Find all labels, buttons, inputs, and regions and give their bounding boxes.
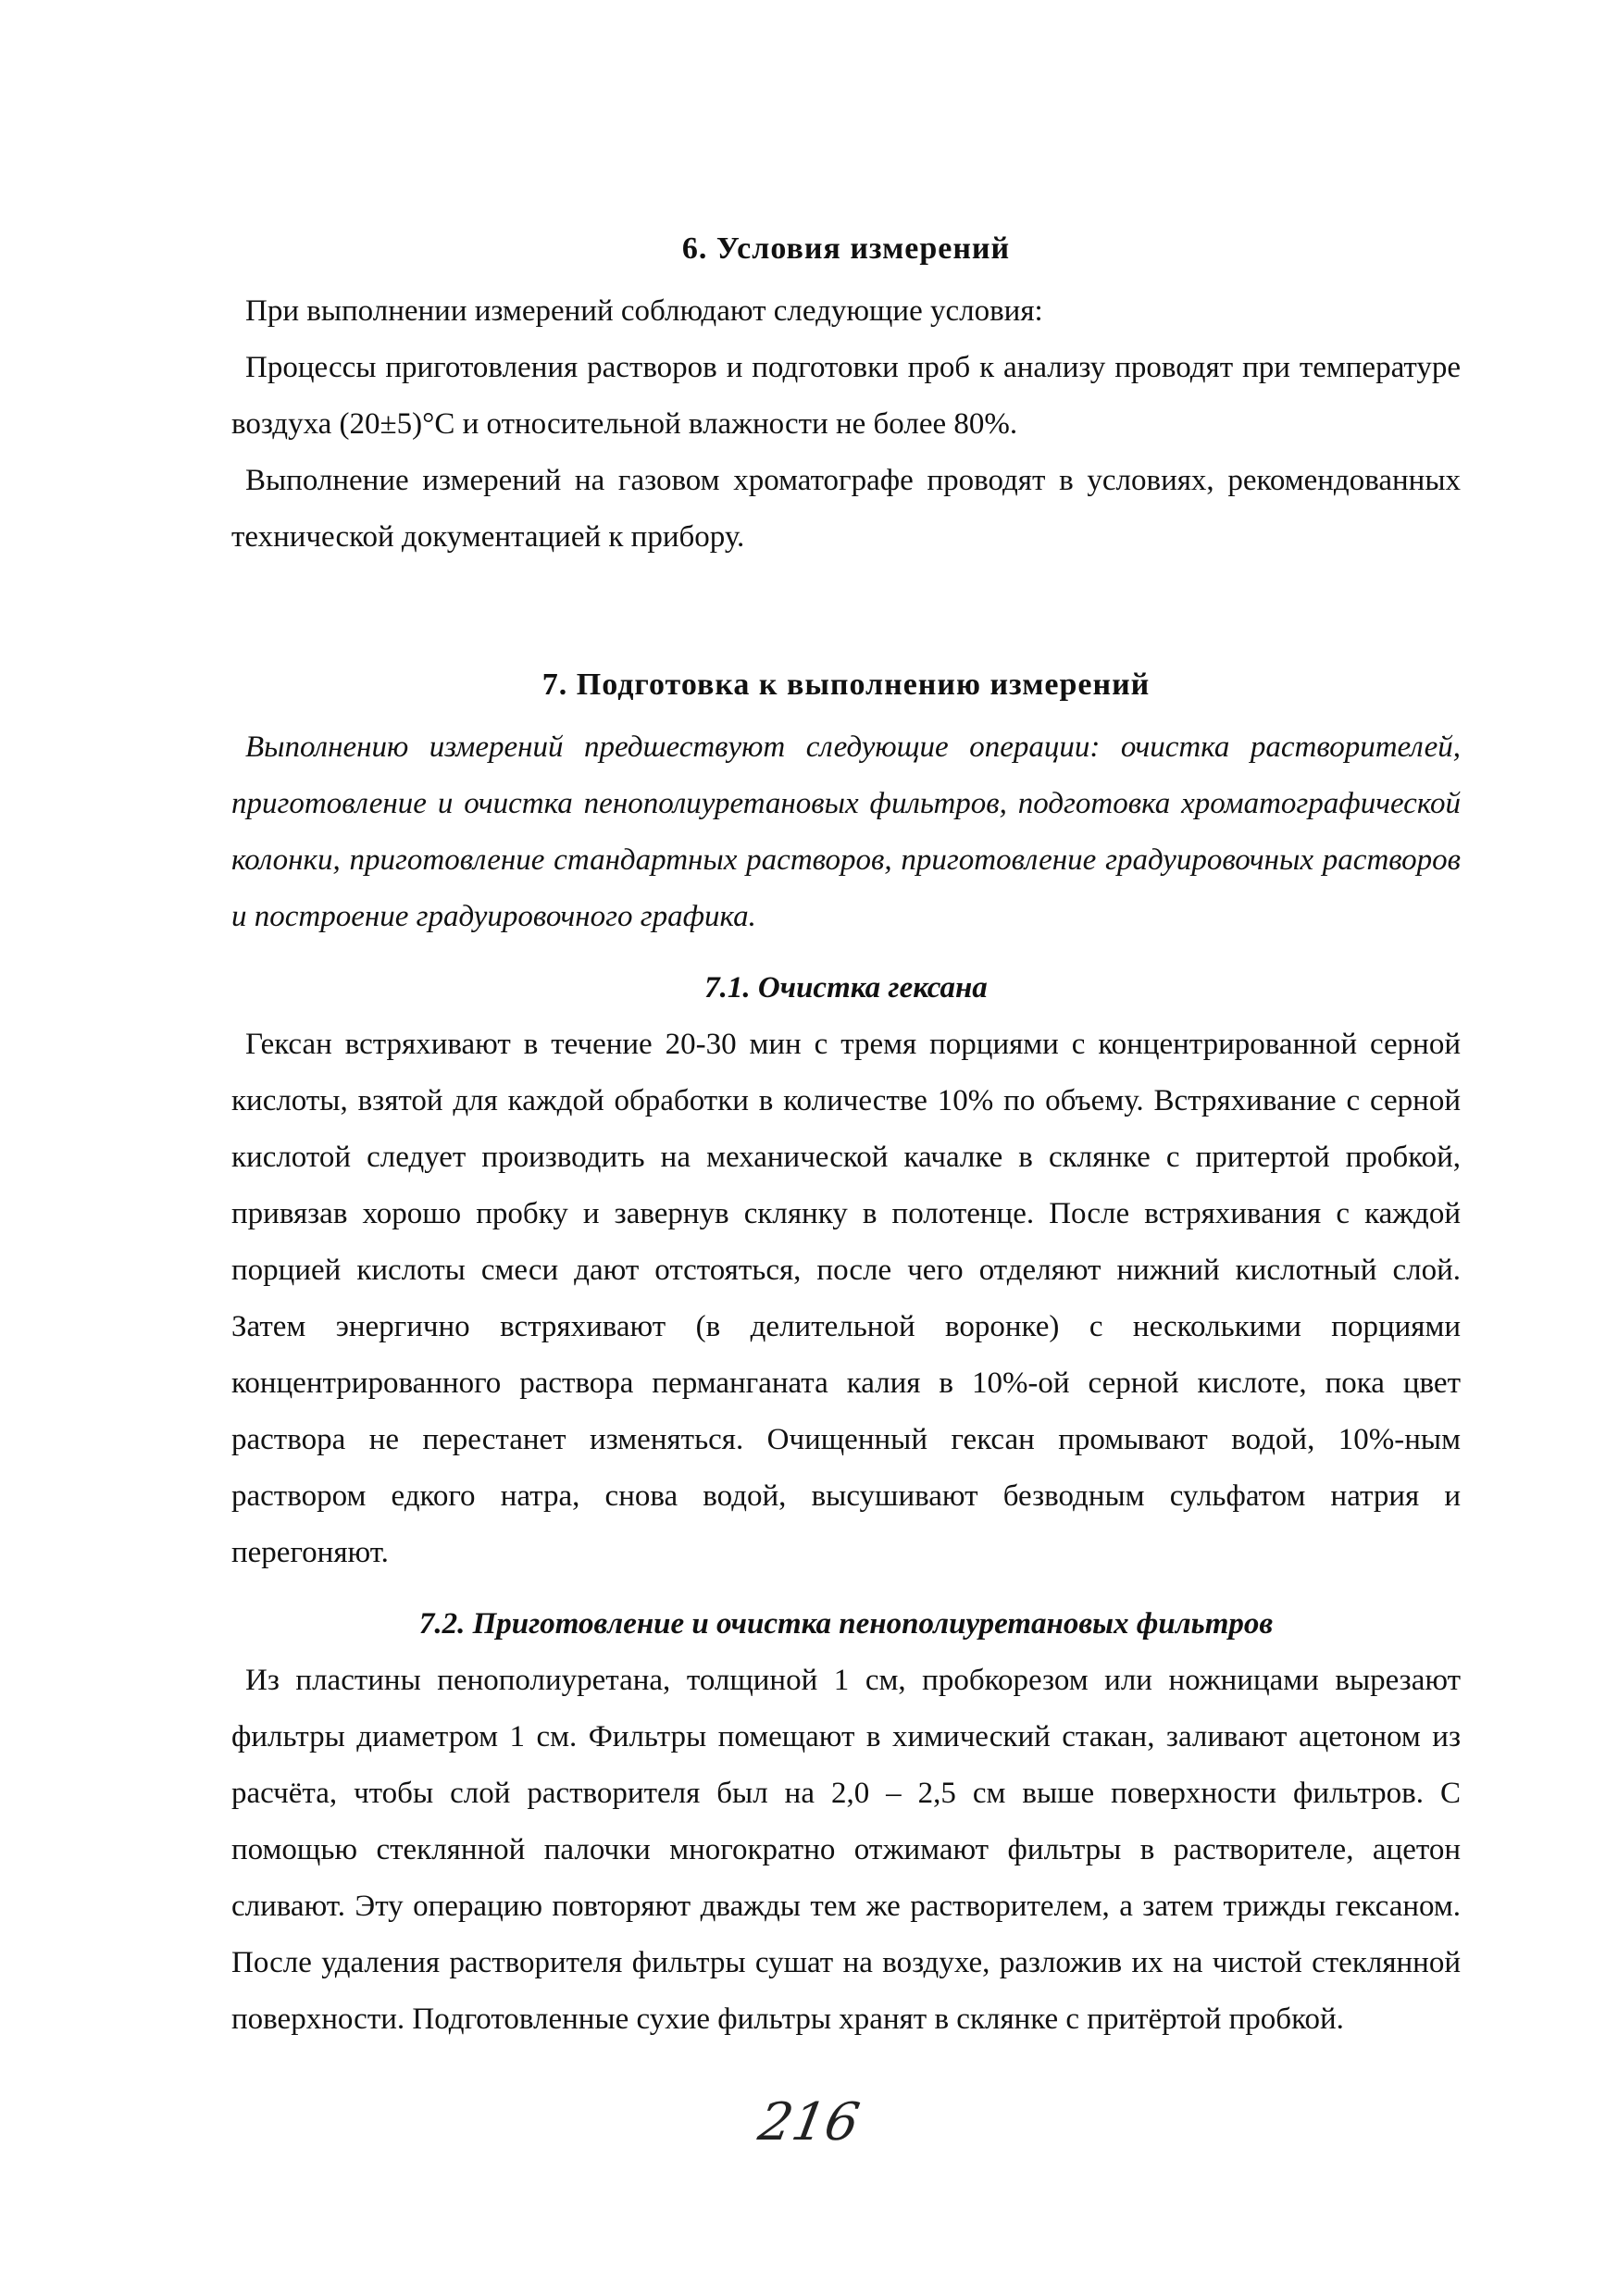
section-6 — [231, 231, 1461, 566]
subsection-7-1-text: Гексан встряхивают в течение 20-30 мин с тремя порциями с концентрированной серной кислоты, взятой для каждой обработки в количестве 10% по объему. Встряхивание с серной кислотой следует производить на механической качалке в склянке с притертой пробкой, привязав хорошо пробку и завернув склянку в полотенце. После встряхивания с каждой порцией кислоты смеси дают отстояться, после чего отделяют нижний кислотный слой. Затем энергично встряхивают (в делительной воронке) с несколькими порциями концентрированного раствора перманганата калия в 10%-ой серной кислоте, пока цвет раствора не перестанет изменяться. Очищенный гексан промывают водой, 10%-ным раствором едкого натра, снова водой, высушивают безводным сульфатом натрия и перегоняют. — [231, 1028, 1461, 1569]
subsection-7-2-text: Из пластины пенополиуретана, толщиной 1 см, пробкорезом или ножницами вырезают фильтры диаметром 1 см. Фильтры помещают в химический стакан, заливают ацетоном из расчёта, чтобы слой растворителя был на 2,0 – 2,5 см выше поверхности фильтров. С помощью стеклянной палочки многократно отжимают фильтры в растворителе, ацетон сливают. Эту операцию повторяют дважды тем же растворителем, а затем трижды гексаном. После удаления растворителя фильтры сушат на воздухе, разложив их на чистой стеклянной поверхности. Подготовленные сухие фильтры хранят в склянке с притёртой пробкой. — [231, 1664, 1461, 2036]
page-number: 216 — [753, 2092, 865, 2152]
section-7-intro: Выполнению измерений предшествуют следующие операции: очистка растворителей, приготовление и очистка пенополиуретановых фильтров, подготовка хроматографической колонки, приготовление стандартных растворов, приготовление градуировочных растворов и построение градуировочного графика. — [231, 730, 1461, 933]
section-7 — [231, 668, 1461, 2048]
section-6-title: 6. Условия измерений — [681, 231, 1011, 266]
section-7-title: 7. Подготовка к выполнению измерений — [541, 668, 1151, 702]
section-6-paragraph-2: Процессы приготовления растворов и подготовки проб к анализу проводят при температуре воздуха (20±5)°С и относительной влажности не более 80%. — [231, 351, 1461, 441]
subsection-7-2-title: 7.2. Приготовление и очистка пенополиуретановых фильтров — [418, 1607, 1274, 1641]
subsection-7-2 — [231, 1607, 1461, 2048]
section-6-paragraph-3: Выполнение измерений на газовом хроматографе проводят в условиях, рекомендованных технической документацией к прибору. — [231, 464, 1461, 554]
subsection-7-1 — [231, 971, 1461, 1581]
subsection-7-1-title: 7.1. Очистка гексана — [704, 971, 988, 1004]
section-6-paragraph-1: При выполнении измерений соблюдают следующие условия: — [245, 294, 1043, 328]
